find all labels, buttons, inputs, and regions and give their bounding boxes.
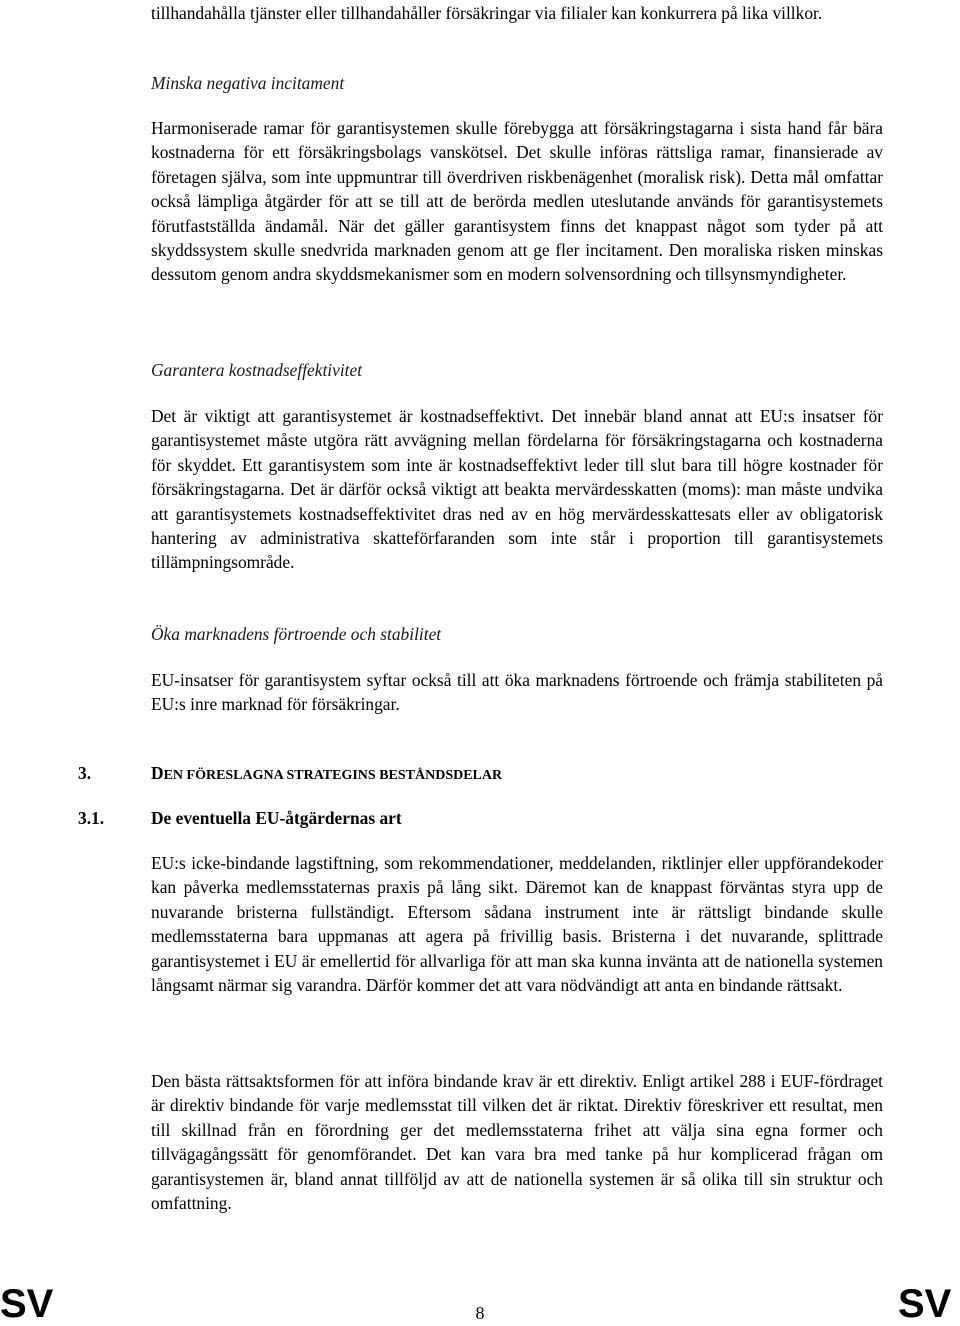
footer-language-left: SV <box>0 1282 54 1326</box>
paragraph-directive: Den bästa rättsaktsformen för att införa bindande krav är ett direktiv. Enligt artikel 288 i EUF-fördraget är direktiv bindande för varje medlemsstat till vilken det är riktat. Direktiv föreskriver ett resultat, men till skillnad från en förordning ger det medlemsstaterna frihet att välja sina egna former och tillvägagångssätt för genomförandet. Det kan vara bra med tanke på hur komplicerad frågan om garantisystemen är, bland annat tillföljd av att de nationella systemen är så olika till sin struktur och omfattning. <box>151 1071 883 1214</box>
section-3-title <box>151 761 502 788</box>
section-3-title-initial: D <box>151 763 164 783</box>
subheading-market-confidence: Öka marknadens förtroende och stabilitet <box>151 624 442 644</box>
subheading-cost-effectiveness: Garantera kostnadseffektivitet <box>151 360 363 380</box>
page-number: 8 <box>475 1303 485 1323</box>
subheading-reduce-incentives: Minska negativa incitament <box>151 73 345 93</box>
footer-language-right: SV <box>898 1282 952 1326</box>
section-3-1-number: 3.1. <box>78 808 105 828</box>
paragraph-soft-law: EU:s icke-bindande lagstiftning, som rekommendationer, meddelanden, riktlinjer eller uppförandekoder kan påverka medlemsstaternas praxis på lång sikt. Däremot kan de knappast förväntas styra upp de nuvarande bristerna fullständigt. Eftersom sådana instrument inte är rättsligt bindande skulle medlemsstaterna bara uppmanas att agera på frivillig basis. Bristerna i det nuvarande, splittrade garantisystemet i EU är emellertid för allvarliga för att man ska kunna invänta att de nationella systemen långsamt närmar sig varandra. Därför kommer det att vara nödvändigt att anta en bindande rättsakt. <box>151 853 883 996</box>
section-3-number: 3. <box>78 763 92 783</box>
paragraph-intro-continued: tillhandahålla tjänster eller tillhandahåller försäkringar via filialer kan konkurrera på lika villkor. <box>151 3 823 23</box>
section-3-title-rest: EN FÖRESLAGNA STRATEGINS BESTÅNDSDELAR <box>163 768 503 783</box>
section-3-1-title: De eventuella EU-åtgärdernas art <box>151 808 402 828</box>
paragraph-market-confidence: EU-insatser för garantisystem syftar också till att öka marknadens förtroende och främja stabiliteten på EU:s inre marknad för försäkringar. <box>151 670 883 715</box>
paragraph-moral-hazard: Harmoniserade ramar för garantisystemen skulle förebygga att försäkringstagarna i sista hand får bära kostnaderna för ett försäkringsbolags vanskötsel. Det skulle införas rättsliga ramar, finansierade av företagen själva, som inte uppmuntrar till överdriven riskbenägenhet (moralisk risk). Detta mål omfattar också lämpliga åtgärder för att se till att de berörda medlen uteslutande används för garantisystemets förutfastställda ändamål. När det gäller garantisystem finns det knappast något som tyder på att skyddssystem skulle snedvrida marknaden genom att ge fler incitament. Den moraliska risken minskas dessutom genom andra skyddsmekanismer som en modern solvensordning och tillsynsmyndigheter. <box>151 118 883 285</box>
paragraph-cost-effectiveness: Det är viktigt att garantisystemet är kostnadseffektivt. Det innebär bland annat att EU:s insatser för garantisystemet måste utgöra rätt avvägning mellan fördelarna för försäkringstagarna och kostnaderna för skyddet. Ett garantisystem som inte är kostnadseffektivt leder till slut bara till högre kostnader för försäkringstagarna. Det är därför också viktigt att beakta mervärdesskatten (moms): man måste undvika att garantisystemets kostnadseffektivitet dras ned av en hög mervärdesskattesats eller av obligatorisk hantering av administrativa skatteförfaranden som inte står i proportion till garantisystemets tillämpningsområde. <box>151 406 883 573</box>
